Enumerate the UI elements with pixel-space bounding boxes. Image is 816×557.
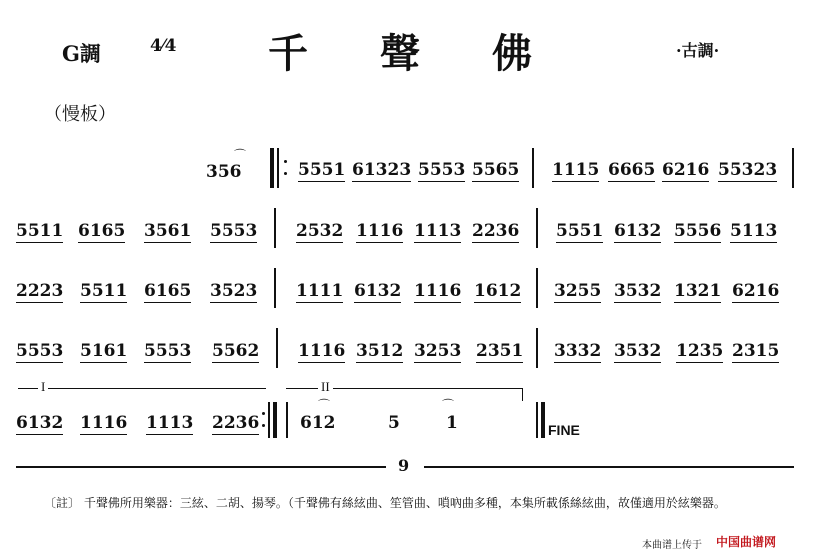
measure: 6132 <box>354 281 402 301</box>
barline <box>274 208 276 248</box>
measure: 6216 <box>732 281 780 301</box>
measure: 5553 <box>418 160 466 180</box>
barline <box>536 328 538 368</box>
measure: 5553 <box>144 341 192 361</box>
measure: 1115 <box>552 160 600 180</box>
barline <box>276 328 278 368</box>
measure: 5553 <box>16 341 64 361</box>
measure: 2236 <box>212 413 260 433</box>
measure: 3532 <box>614 281 662 301</box>
measure: 1113 <box>146 413 194 433</box>
style-label: ·古調· <box>676 41 720 60</box>
measure: 6165 <box>78 221 126 241</box>
repeat-bar <box>273 402 277 438</box>
score-title: 千聲佛 <box>268 30 604 77</box>
measure: 5565 <box>472 160 520 180</box>
footnote: 〔註〕 千聲佛所用樂器：三絃、二胡、揚琴。（千聲佛有絲絃曲、笙管曲、嗩吶曲多種，本集所載係絲絃曲，故僅適用於絃樂器。 <box>44 496 726 510</box>
barline <box>536 268 538 308</box>
measure: 1111 <box>296 281 344 301</box>
measure: 5161 <box>80 341 128 361</box>
repeat-dot <box>262 424 265 427</box>
measure: 5562 <box>212 341 260 361</box>
repeat-dot <box>284 172 287 175</box>
measure: 3332 <box>554 341 602 361</box>
measure: 3255 <box>554 281 602 301</box>
volta-bracket-first <box>18 388 266 390</box>
measure: 5113 <box>730 221 778 241</box>
measure: 1235 <box>676 341 724 361</box>
measure: 2532 <box>296 221 344 241</box>
barline <box>536 208 538 248</box>
measure: 3532 <box>614 341 662 361</box>
measure: 612 <box>300 413 336 433</box>
measure: 5 <box>388 413 400 433</box>
measure: 1116 <box>414 281 462 301</box>
site-logo: 中国曲谱网 <box>716 535 777 549</box>
barline <box>536 402 538 438</box>
fermata-icon: ⌒ <box>234 148 247 162</box>
measure: 3523 <box>210 281 258 301</box>
volta-label-first: I <box>38 379 48 395</box>
measure: 5556 <box>674 221 722 241</box>
repeat-dot <box>284 160 287 163</box>
measure: 6665 <box>608 160 656 180</box>
measure: 1612 <box>474 281 522 301</box>
measure: 2351 <box>476 341 524 361</box>
repeat-bar <box>270 148 274 188</box>
barline <box>274 268 276 308</box>
measure: 3512 <box>356 341 404 361</box>
barline <box>532 148 534 188</box>
divider-left <box>16 466 386 468</box>
measure: 55323 <box>718 160 778 180</box>
time-signature: 4⁄4 <box>150 36 177 56</box>
barline <box>286 402 288 438</box>
fermata-icon: ⌒ <box>318 398 331 412</box>
barline <box>792 148 794 188</box>
measure: 5553 <box>210 221 258 241</box>
measure: 6216 <box>662 160 710 180</box>
measure: 5551 <box>556 221 604 241</box>
volta-label-second: II <box>318 379 333 395</box>
measure: 3253 <box>414 341 462 361</box>
repeat-dot <box>262 412 265 415</box>
measure: 6132 <box>16 413 64 433</box>
measure: 6132 <box>614 221 662 241</box>
measure: 5511 <box>16 221 64 241</box>
measure: 2223 <box>16 281 64 301</box>
measure: 3561 <box>144 221 192 241</box>
measure: 1116 <box>80 413 128 433</box>
measure: 1321 <box>674 281 722 301</box>
measure: 2315 <box>732 341 780 361</box>
key-signature: G調 <box>62 41 101 66</box>
measure: 1113 <box>414 221 462 241</box>
page-number: 9 <box>398 456 410 475</box>
measure: 5511 <box>80 281 128 301</box>
measure: 2236 <box>472 221 520 241</box>
measure: 5551 <box>298 160 346 180</box>
divider-right <box>424 466 794 468</box>
tempo-marking: （慢板） <box>44 104 116 125</box>
measure: 1116 <box>356 221 404 241</box>
final-bar <box>541 402 545 438</box>
measure-pickup: 356 <box>206 162 242 182</box>
barline <box>268 402 270 438</box>
measure: 6165 <box>144 281 192 301</box>
fermata-icon: ⌒ <box>442 398 455 412</box>
measure: 1116 <box>298 341 346 361</box>
measure: 1 <box>446 413 458 433</box>
fine-marking: FINE <box>548 422 580 438</box>
measure: 61323 <box>352 160 412 180</box>
barline <box>277 148 279 188</box>
upload-text: 本曲谱上传于 <box>642 540 702 551</box>
